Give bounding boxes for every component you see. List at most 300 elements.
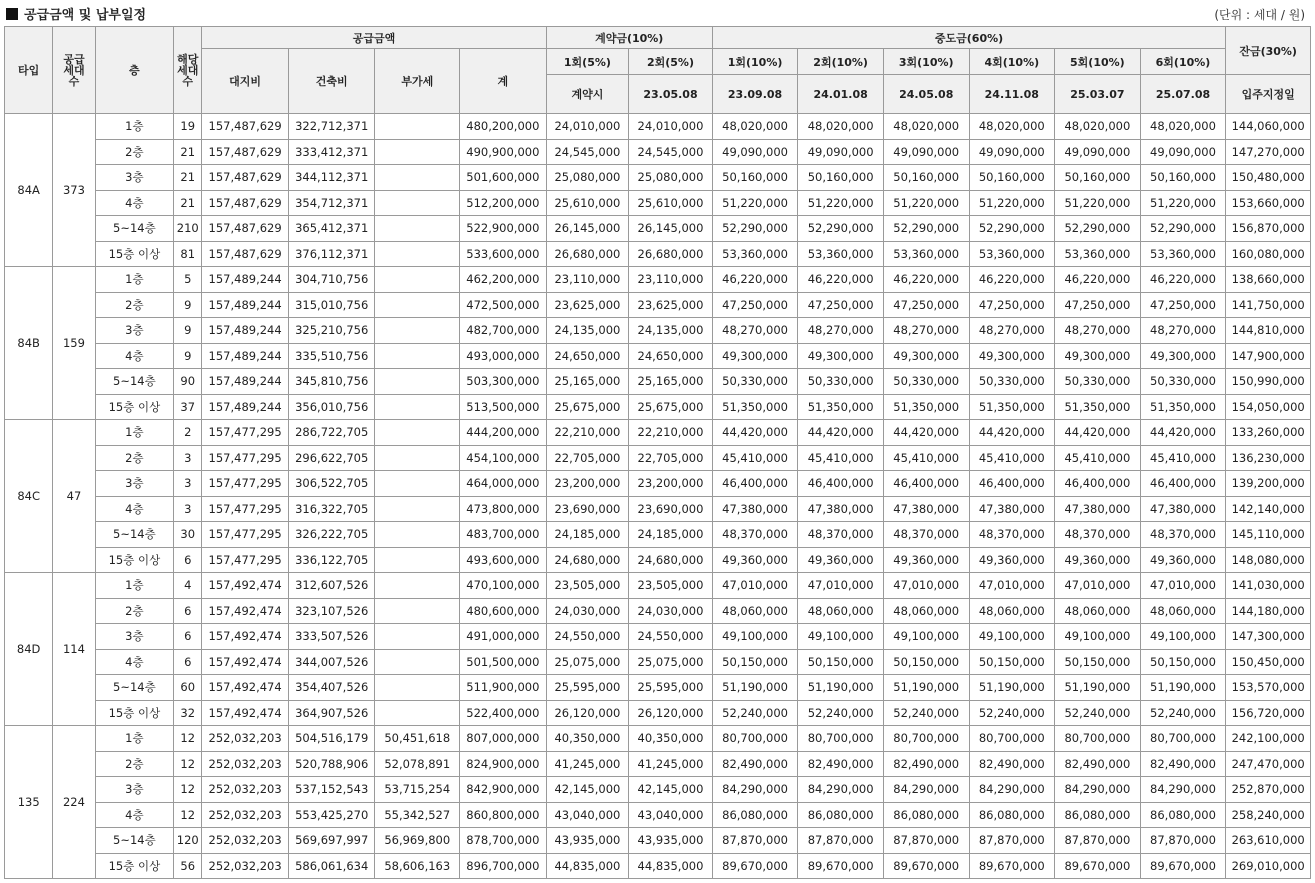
units-at-floor-cell: 6 [174,624,202,650]
building-cost-cell: 336,122,705 [288,547,375,573]
table-row [5,445,1311,471]
interim-5-cell: 89,670,000 [1055,853,1141,879]
interim-6-cell: 48,060,000 [1140,598,1226,624]
table-row [5,292,1311,318]
interim-1-cell: 44,420,000 [712,420,798,446]
building-cost-cell: 315,010,756 [288,292,375,318]
balance-cell: 136,230,000 [1226,445,1311,471]
building-cost-cell: 335,510,756 [288,343,375,369]
header-interim-6: 6회(10%) [1140,49,1226,75]
header-interim-date-4: 24.11.08 [969,75,1055,114]
interim-1-cell: 49,100,000 [712,624,798,650]
interim-3-cell: 47,380,000 [883,496,969,522]
deposit-1-cell: 22,210,000 [546,420,629,446]
floor-cell: 3층 [95,471,174,497]
deposit-1-cell: 23,690,000 [546,496,629,522]
land-cost-cell: 252,032,203 [202,751,289,777]
building-cost-cell: 344,112,371 [288,165,375,191]
interim-3-cell: 49,100,000 [883,624,969,650]
balance-cell: 141,750,000 [1226,292,1311,318]
interim-4-cell: 48,270,000 [969,318,1055,344]
type-cell: 84C [5,420,53,573]
land-cost-cell: 157,489,244 [202,318,289,344]
interim-1-cell: 80,700,000 [712,726,798,752]
land-cost-cell: 252,032,203 [202,802,289,828]
interim-1-cell: 48,020,000 [712,114,798,140]
interim-4-cell: 47,380,000 [969,496,1055,522]
interim-5-cell: 50,330,000 [1055,369,1141,395]
floor-cell: 4층 [95,496,174,522]
building-cost-cell: 376,112,371 [288,241,375,267]
interim-6-cell: 51,190,000 [1140,675,1226,701]
deposit-2-cell: 24,030,000 [629,598,713,624]
interim-6-cell: 86,080,000 [1140,802,1226,828]
vat-cell [375,445,460,471]
interim-6-cell: 48,270,000 [1140,318,1226,344]
land-cost-cell: 157,487,629 [202,139,289,165]
building-cost-cell: 364,907,526 [288,700,375,726]
interim-3-cell: 49,090,000 [883,139,969,165]
interim-2-cell: 44,420,000 [798,420,884,446]
table-row [5,139,1311,165]
units-at-floor-cell: 9 [174,343,202,369]
building-cost-cell: 333,412,371 [288,139,375,165]
total-cell: 501,500,000 [460,649,547,675]
floor-cell: 15층 이상 [95,700,174,726]
interim-2-cell: 50,150,000 [798,649,884,675]
land-cost-cell: 157,487,629 [202,190,289,216]
table-row [5,624,1311,650]
floor-cell: 1층 [95,726,174,752]
land-cost-cell: 252,032,203 [202,777,289,803]
interim-6-cell: 50,330,000 [1140,369,1226,395]
interim-3-cell: 48,060,000 [883,598,969,624]
balance-cell: 258,240,000 [1226,802,1311,828]
interim-6-cell: 47,010,000 [1140,573,1226,599]
units-at-floor-cell: 81 [174,241,202,267]
deposit-1-cell: 25,165,000 [546,369,629,395]
building-cost-cell: 286,722,705 [288,420,375,446]
interim-1-cell: 47,250,000 [712,292,798,318]
interim-5-cell: 46,400,000 [1055,471,1141,497]
balance-cell: 139,200,000 [1226,471,1311,497]
vat-cell [375,522,460,548]
deposit-2-cell: 26,680,000 [629,241,713,267]
interim-6-cell: 53,360,000 [1140,241,1226,267]
deposit-1-cell: 24,010,000 [546,114,629,140]
interim-4-cell: 50,330,000 [969,369,1055,395]
interim-4-cell: 48,060,000 [969,598,1055,624]
floor-cell: 5~14층 [95,828,174,854]
land-cost-cell: 157,492,474 [202,598,289,624]
interim-6-cell: 47,380,000 [1140,496,1226,522]
land-cost-cell: 252,032,203 [202,726,289,752]
interim-5-cell: 44,420,000 [1055,420,1141,446]
vat-cell [375,267,460,293]
interim-1-cell: 86,080,000 [712,802,798,828]
interim-2-cell: 52,240,000 [798,700,884,726]
deposit-1-cell: 24,030,000 [546,598,629,624]
building-cost-cell: 323,107,526 [288,598,375,624]
deposit-1-cell: 42,145,000 [546,777,629,803]
interim-6-cell: 50,150,000 [1140,649,1226,675]
interim-2-cell: 47,380,000 [798,496,884,522]
balance-cell: 150,990,000 [1226,369,1311,395]
interim-5-cell: 80,700,000 [1055,726,1141,752]
header-interim-date-2: 24.01.08 [798,75,884,114]
supply-units-cell: 47 [53,420,95,573]
deposit-2-cell: 24,185,000 [629,522,713,548]
building-cost-cell: 504,516,179 [288,726,375,752]
total-cell: 491,000,000 [460,624,547,650]
interim-5-cell: 47,250,000 [1055,292,1141,318]
header-building: 건축비 [288,49,375,114]
interim-2-cell: 48,020,000 [798,114,884,140]
balance-cell: 156,870,000 [1226,216,1311,242]
building-cost-cell: 345,810,756 [288,369,375,395]
total-cell: 522,400,000 [460,700,547,726]
interim-5-cell: 53,360,000 [1055,241,1141,267]
interim-4-cell: 82,490,000 [969,751,1055,777]
vat-cell: 58,606,163 [375,853,460,879]
supply-price-table [4,26,1311,879]
interim-4-cell: 44,420,000 [969,420,1055,446]
header-interim-date-1: 23.09.08 [712,75,798,114]
floor-cell: 15층 이상 [95,394,174,420]
interim-2-cell: 49,100,000 [798,624,884,650]
table-row [5,318,1311,344]
table-row [5,241,1311,267]
interim-2-cell: 45,410,000 [798,445,884,471]
interim-6-cell: 52,240,000 [1140,700,1226,726]
land-cost-cell: 157,489,244 [202,267,289,293]
total-cell: 444,200,000 [460,420,547,446]
interim-4-cell: 80,700,000 [969,726,1055,752]
vat-cell [375,369,460,395]
interim-4-cell: 48,370,000 [969,522,1055,548]
interim-3-cell: 52,290,000 [883,216,969,242]
interim-5-cell: 49,090,000 [1055,139,1141,165]
deposit-2-cell: 26,145,000 [629,216,713,242]
interim-2-cell: 49,090,000 [798,139,884,165]
total-cell: 503,300,000 [460,369,547,395]
table-row [5,420,1311,446]
interim-2-cell: 82,490,000 [798,751,884,777]
page-title-text: 공급금액 및 납부일정 [24,8,147,23]
total-cell: 522,900,000 [460,216,547,242]
land-cost-cell: 157,489,244 [202,343,289,369]
interim-1-cell: 50,160,000 [712,165,798,191]
vat-cell: 52,078,891 [375,751,460,777]
interim-1-cell: 48,060,000 [712,598,798,624]
header-total: 계 [460,49,547,114]
deposit-2-cell: 24,135,000 [629,318,713,344]
deposit-2-cell: 25,075,000 [629,649,713,675]
header-interim-date-6: 25.07.08 [1140,75,1226,114]
interim-1-cell: 51,350,000 [712,394,798,420]
interim-6-cell: 46,220,000 [1140,267,1226,293]
vat-cell [375,190,460,216]
balance-cell: 144,810,000 [1226,318,1311,344]
interim-5-cell: 49,100,000 [1055,624,1141,650]
units-at-floor-cell: 21 [174,139,202,165]
interim-3-cell: 89,670,000 [883,853,969,879]
deposit-2-cell: 25,595,000 [629,675,713,701]
building-cost-cell: 354,712,371 [288,190,375,216]
header-supply-units: 공급세대수 [53,27,95,114]
deposit-1-cell: 25,610,000 [546,190,629,216]
total-cell: 533,600,000 [460,241,547,267]
floor-cell: 2층 [95,751,174,777]
floor-cell: 4층 [95,190,174,216]
deposit-1-cell: 40,350,000 [546,726,629,752]
deposit-1-cell: 23,200,000 [546,471,629,497]
vat-cell: 55,342,527 [375,802,460,828]
header-interim: 중도금(60%) [712,27,1226,49]
building-cost-cell: 325,210,756 [288,318,375,344]
interim-4-cell: 51,190,000 [969,675,1055,701]
building-cost-cell: 316,322,705 [288,496,375,522]
interim-2-cell: 48,370,000 [798,522,884,548]
interim-6-cell: 89,670,000 [1140,853,1226,879]
floor-cell: 5~14층 [95,675,174,701]
land-cost-cell: 157,492,474 [202,700,289,726]
vat-cell [375,216,460,242]
building-cost-cell: 296,622,705 [288,445,375,471]
interim-5-cell: 47,010,000 [1055,573,1141,599]
header-balance: 잔금(30%) [1226,27,1311,75]
total-cell: 493,600,000 [460,547,547,573]
interim-4-cell: 51,220,000 [969,190,1055,216]
deposit-2-cell: 23,200,000 [629,471,713,497]
interim-3-cell: 46,220,000 [883,267,969,293]
deposit-2-cell: 25,080,000 [629,165,713,191]
table-row [5,267,1311,293]
interim-1-cell: 47,380,000 [712,496,798,522]
land-cost-cell: 157,489,244 [202,292,289,318]
table-row [5,598,1311,624]
interim-1-cell: 87,870,000 [712,828,798,854]
table-row [5,522,1311,548]
balance-cell: 150,480,000 [1226,165,1311,191]
units-at-floor-cell: 3 [174,496,202,522]
total-cell: 462,200,000 [460,267,547,293]
interim-6-cell: 80,700,000 [1140,726,1226,752]
total-cell: 454,100,000 [460,445,547,471]
floor-cell: 15층 이상 [95,547,174,573]
land-cost-cell: 157,492,474 [202,573,289,599]
table-row [5,573,1311,599]
units-at-floor-cell: 21 [174,190,202,216]
supply-units-cell: 159 [53,267,95,420]
unit-label: (단위 : 세대 / 원) [1214,8,1305,22]
interim-3-cell: 86,080,000 [883,802,969,828]
header-deposit: 계약금(10%) [546,27,712,49]
floor-cell: 4층 [95,802,174,828]
building-cost-cell: 354,407,526 [288,675,375,701]
deposit-2-cell: 44,835,000 [629,853,713,879]
interim-4-cell: 52,290,000 [969,216,1055,242]
interim-6-cell: 49,360,000 [1140,547,1226,573]
type-cell: 84D [5,573,53,726]
building-cost-cell: 304,710,756 [288,267,375,293]
units-at-floor-cell: 4 [174,573,202,599]
building-cost-cell: 326,222,705 [288,522,375,548]
floor-cell: 5~14층 [95,369,174,395]
interim-3-cell: 52,240,000 [883,700,969,726]
floor-cell: 1층 [95,420,174,446]
interim-2-cell: 86,080,000 [798,802,884,828]
interim-1-cell: 51,220,000 [712,190,798,216]
interim-3-cell: 48,270,000 [883,318,969,344]
table-row [5,777,1311,803]
interim-2-cell: 87,870,000 [798,828,884,854]
interim-4-cell: 50,150,000 [969,649,1055,675]
units-at-floor-cell: 12 [174,802,202,828]
units-at-floor-cell: 12 [174,777,202,803]
interim-2-cell: 48,270,000 [798,318,884,344]
interim-4-cell: 52,240,000 [969,700,1055,726]
deposit-2-cell: 25,165,000 [629,369,713,395]
vat-cell [375,649,460,675]
table-row [5,751,1311,777]
header-interim-4: 4회(10%) [969,49,1055,75]
interim-3-cell: 50,160,000 [883,165,969,191]
interim-4-cell: 50,160,000 [969,165,1055,191]
interim-3-cell: 49,300,000 [883,343,969,369]
floor-cell: 1층 [95,114,174,140]
total-cell: 512,200,000 [460,190,547,216]
floor-cell: 3층 [95,165,174,191]
header-vat: 부가세 [375,49,460,114]
total-cell: 473,800,000 [460,496,547,522]
vat-cell [375,139,460,165]
interim-2-cell: 51,190,000 [798,675,884,701]
table-row [5,675,1311,701]
header-interim-date-5: 25.03.07 [1055,75,1141,114]
deposit-2-cell: 22,210,000 [629,420,713,446]
vat-cell [375,675,460,701]
interim-3-cell: 45,410,000 [883,445,969,471]
deposit-1-cell: 23,625,000 [546,292,629,318]
interim-5-cell: 45,410,000 [1055,445,1141,471]
interim-6-cell: 51,350,000 [1140,394,1226,420]
interim-6-cell: 82,490,000 [1140,751,1226,777]
deposit-2-cell: 43,935,000 [629,828,713,854]
total-cell: 470,100,000 [460,573,547,599]
interim-3-cell: 51,350,000 [883,394,969,420]
table-body [5,114,1311,879]
interim-1-cell: 46,400,000 [712,471,798,497]
table-row [5,369,1311,395]
balance-cell: 247,470,000 [1226,751,1311,777]
land-cost-cell: 157,492,474 [202,649,289,675]
interim-1-cell: 52,240,000 [712,700,798,726]
total-cell: 464,000,000 [460,471,547,497]
interim-4-cell: 53,360,000 [969,241,1055,267]
header-interim-2: 2회(10%) [798,49,884,75]
floor-cell: 3층 [95,777,174,803]
vat-cell [375,343,460,369]
interim-2-cell: 47,250,000 [798,292,884,318]
table-row [5,726,1311,752]
interim-6-cell: 47,250,000 [1140,292,1226,318]
interim-2-cell: 50,160,000 [798,165,884,191]
deposit-2-cell: 23,625,000 [629,292,713,318]
interim-1-cell: 50,150,000 [712,649,798,675]
deposit-1-cell: 26,680,000 [546,241,629,267]
interim-5-cell: 47,380,000 [1055,496,1141,522]
total-cell: 472,500,000 [460,292,547,318]
interim-3-cell: 47,250,000 [883,292,969,318]
floor-cell: 4층 [95,343,174,369]
total-cell: 896,700,000 [460,853,547,879]
deposit-1-cell: 24,135,000 [546,318,629,344]
deposit-1-cell: 26,145,000 [546,216,629,242]
interim-3-cell: 47,010,000 [883,573,969,599]
units-at-floor-cell: 3 [174,471,202,497]
balance-cell: 138,660,000 [1226,267,1311,293]
units-at-floor-cell: 56 [174,853,202,879]
table-row [5,496,1311,522]
units-at-floor-cell: 6 [174,547,202,573]
interim-1-cell: 45,410,000 [712,445,798,471]
units-at-floor-cell: 19 [174,114,202,140]
interim-1-cell: 52,290,000 [712,216,798,242]
total-cell: 480,200,000 [460,114,547,140]
land-cost-cell: 252,032,203 [202,828,289,854]
total-cell: 493,000,000 [460,343,547,369]
balance-cell: 144,180,000 [1226,598,1311,624]
land-cost-cell: 157,477,295 [202,420,289,446]
balance-cell: 147,300,000 [1226,624,1311,650]
deposit-2-cell: 43,040,000 [629,802,713,828]
floor-cell: 2층 [95,445,174,471]
balance-cell: 147,900,000 [1226,343,1311,369]
floor-cell: 3층 [95,624,174,650]
vat-cell: 50,451,618 [375,726,460,752]
table-row [5,114,1311,140]
balance-cell: 263,610,000 [1226,828,1311,854]
interim-5-cell: 49,360,000 [1055,547,1141,573]
interim-5-cell: 49,300,000 [1055,343,1141,369]
deposit-1-cell: 41,245,000 [546,751,629,777]
balance-cell: 147,270,000 [1226,139,1311,165]
interim-3-cell: 87,870,000 [883,828,969,854]
deposit-2-cell: 24,010,000 [629,114,713,140]
interim-5-cell: 48,270,000 [1055,318,1141,344]
deposit-2-cell: 22,705,000 [629,445,713,471]
interim-4-cell: 49,360,000 [969,547,1055,573]
header-land: 대지비 [202,49,289,114]
units-at-floor-cell: 9 [174,318,202,344]
interim-1-cell: 50,330,000 [712,369,798,395]
interim-4-cell: 51,350,000 [969,394,1055,420]
floor-cell: 2층 [95,292,174,318]
units-at-floor-cell: 6 [174,598,202,624]
land-cost-cell: 157,477,295 [202,496,289,522]
units-at-floor-cell: 9 [174,292,202,318]
header-interim-date-3: 24.05.08 [883,75,969,114]
interim-3-cell: 82,490,000 [883,751,969,777]
floor-cell: 2층 [95,598,174,624]
units-at-floor-cell: 30 [174,522,202,548]
interim-6-cell: 46,400,000 [1140,471,1226,497]
building-cost-cell: 553,425,270 [288,802,375,828]
interim-1-cell: 48,270,000 [712,318,798,344]
interim-1-cell: 49,360,000 [712,547,798,573]
interim-2-cell: 84,290,000 [798,777,884,803]
